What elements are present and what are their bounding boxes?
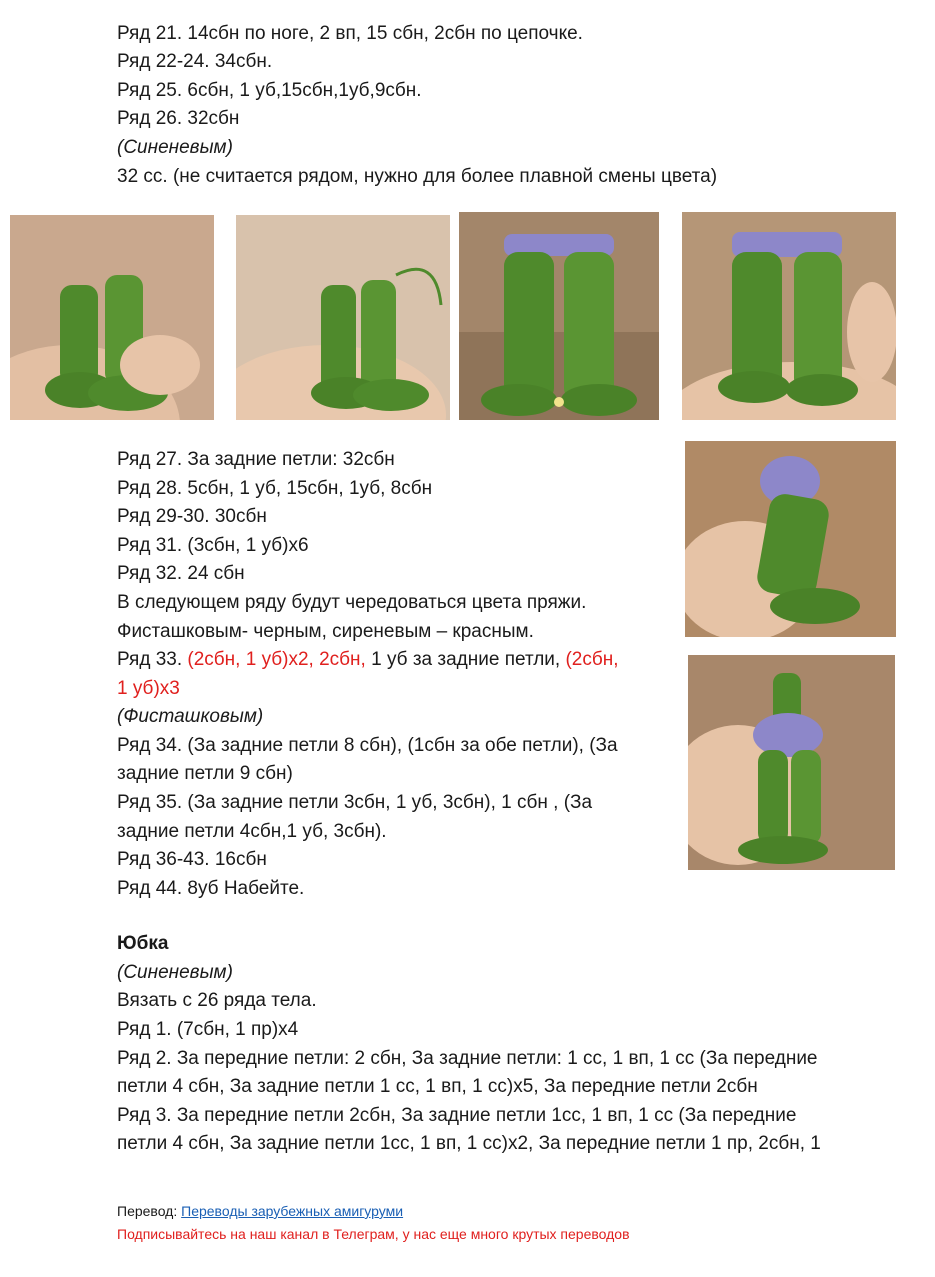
text-row-33 bbox=[117, 646, 619, 674]
text-row-36-43: Ряд 36-43. 16сбн bbox=[117, 849, 267, 870]
photo-body-2 bbox=[688, 655, 895, 870]
text-row-25: Ряд 25. 6сбн, 1 уб,15сбн,1уб,9сбн. bbox=[117, 80, 422, 101]
row33-red-2: (2сбн, bbox=[565, 649, 619, 670]
color-note: (Синеневым) bbox=[117, 962, 233, 983]
row33-red-1: (2сбн, 1 уб)х2, 2сбн, bbox=[187, 649, 366, 670]
photo-legs-4 bbox=[682, 212, 896, 420]
text-row-34-cont: задние петли 9 сбн) bbox=[117, 763, 293, 784]
photo-legs-2 bbox=[236, 215, 450, 420]
row33-black: 1 уб за задние петли, bbox=[365, 649, 566, 670]
text-row-32: Ряд 32. 24 сбн bbox=[117, 563, 245, 584]
text-skirt-row-3-cont: петли 4 сбн, За задние петли 1сс, 1 вп, 1 сс)х2, За передние петли 1 пр, 2сбн, 1 bbox=[117, 1133, 821, 1154]
text-row-31: Ряд 31. (3сбн, 1 уб)х6 bbox=[117, 535, 309, 556]
text-skirt-row-3: Ряд 3. За передние петли 2сбн, За задние петли 1сс, 1 вп, 1 сс (За передние bbox=[117, 1105, 797, 1126]
text-row-extra: 32 сс. (не считается рядом, нужно для более плавной смены цвета) bbox=[117, 166, 718, 187]
text-color-change-2: Фисташковым- черным, сиреневым – красным. bbox=[117, 621, 534, 642]
text-row-21: Ряд 21. 14сбн по ноге, 2 вп, 15 сбн, 2сбн по цепочке. bbox=[117, 23, 583, 44]
text-row-44: Ряд 44. 8уб Набейте. bbox=[117, 878, 305, 899]
text-skirt-intro: Вязать с 26 ряда тела. bbox=[117, 990, 317, 1011]
text-row-35: Ряд 35. (За задние петли 3сбн, 1 уб, 3сбн), 1 сбн , (За bbox=[117, 792, 593, 813]
text-row-22-24: Ряд 22-24. 34сбн. bbox=[117, 51, 273, 72]
row33-prefix: Ряд 33. bbox=[117, 649, 188, 670]
text-row-28: Ряд 28. 5сбн, 1 уб, 15сбн, 1уб, 8сбн bbox=[117, 478, 433, 499]
footer-translation bbox=[117, 1201, 403, 1221]
text-row-27: Ряд 27. За задние петли: 32сбн bbox=[117, 449, 395, 470]
text-skirt-row-2-cont: петли 4 сбн, За задние петли 1 сс, 1 вп, 1 сс)х5, За передние петли 2сбн bbox=[117, 1076, 758, 1097]
text-row-35-cont: задние петли 4сбн,1 уб, 3сбн). bbox=[117, 821, 387, 842]
text-skirt-row-1: Ряд 1. (7сбн, 1 пр)х4 bbox=[117, 1019, 299, 1040]
text-row-26: Ряд 26. 32сбн bbox=[117, 108, 240, 129]
color-note: (Фисташковым) bbox=[117, 706, 264, 727]
footer-link[interactable]: Переводы зарубежных амигуруми bbox=[181, 1203, 404, 1219]
photo-legs-1 bbox=[10, 215, 214, 420]
footer-label: Перевод: bbox=[117, 1203, 182, 1219]
text-row-34: Ряд 34. (За задние петли 8 сбн), (1сбн за обе петли), (За bbox=[117, 735, 618, 756]
text-color-change-1: В следующем ряду будут чередоваться цвета пряжи. bbox=[117, 592, 587, 613]
text-skirt-row-2: Ряд 2. За передние петли: 2 сбн, За задние петли: 1 сс, 1 вп, 1 сс (За передние bbox=[117, 1048, 818, 1069]
footer-subscribe: Подписывайтесь на наш канал в Телеграм, у нас еще много крутых переводов bbox=[117, 1226, 630, 1242]
text-row-29-30: Ряд 29-30. 30сбн bbox=[117, 506, 267, 527]
photo-legs-3 bbox=[459, 212, 659, 420]
color-note: (Синеневым) bbox=[117, 137, 233, 158]
section-heading-skirt: Юбка bbox=[117, 933, 169, 954]
row33-red-3: 1 уб)х3 bbox=[117, 678, 180, 699]
photo-body-1 bbox=[685, 441, 896, 637]
